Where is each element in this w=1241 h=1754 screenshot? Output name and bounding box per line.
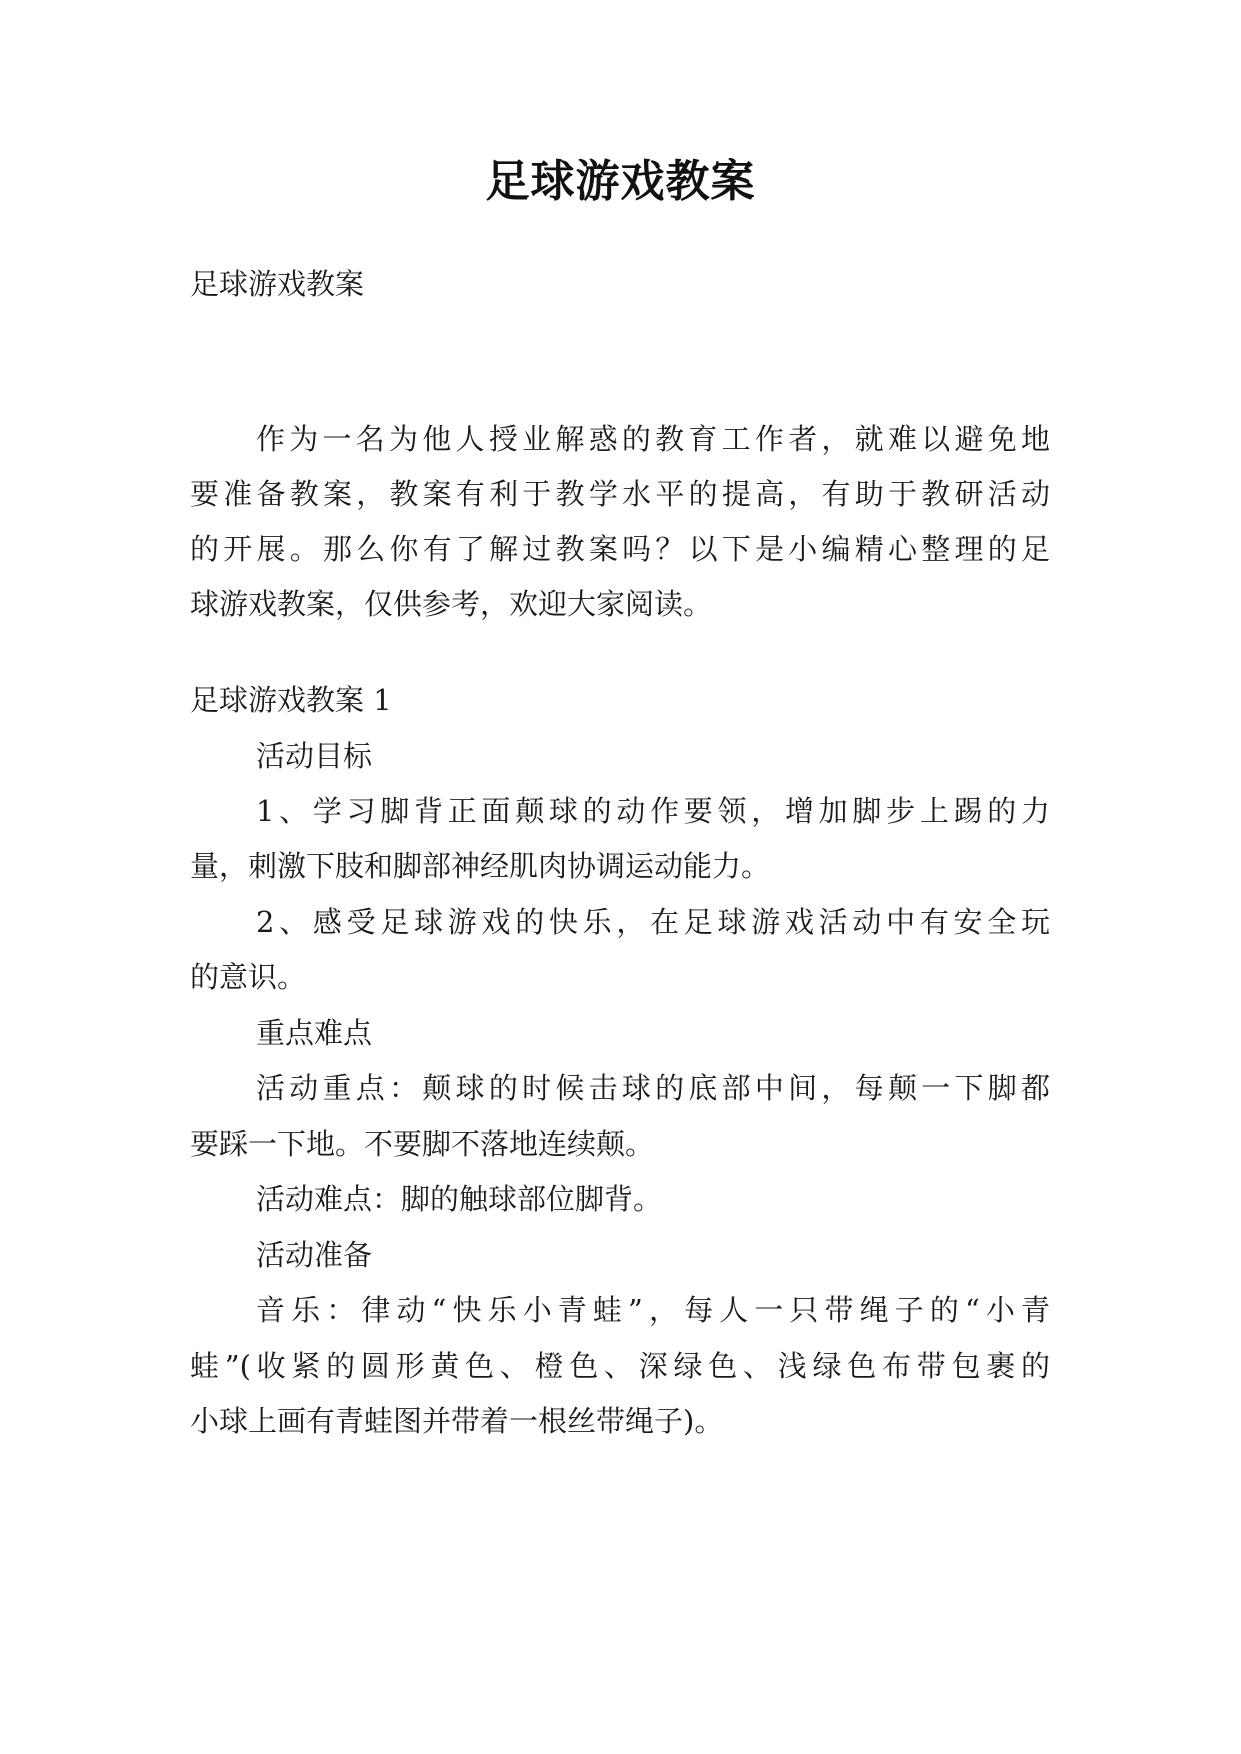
intro-line: 作为一名为他人授业解惑的教育工作者，就难以避免地 [256, 422, 1050, 456]
goal-2-line: 的意识。 [190, 960, 307, 994]
section-heading: 足球游戏教案 1 [190, 683, 392, 717]
intro-line: 球游戏教案，仅供参考，欢迎大家阅读。 [190, 587, 713, 621]
key-heading: 重点难点 [256, 1016, 373, 1050]
document-subtitle: 足球游戏教案 [190, 267, 365, 301]
key-point-line: 要踩一下地。不要脚不落地连续颠。 [190, 1127, 655, 1161]
music-line: 蛙”(收紧的圆形黄色、橙色、深绿色、浅绿色布带包裹的 [190, 1349, 1050, 1383]
music-line: 小球上画有青蛙图并带着一根丝带绳子)。 [190, 1404, 724, 1438]
intro-line: 要准备教案，教案有利于教学水平的提高，有助于教研活动 [190, 477, 1050, 511]
goal-heading: 活动目标 [256, 739, 373, 773]
goal-1-line: 量，刺激下肢和脚部神经肌肉协调运动能力。 [190, 849, 771, 883]
intro-line: 的开展。那么你有了解过教案吗？以下是小编精心整理的足 [190, 532, 1050, 566]
prep-heading: 活动准备 [256, 1238, 373, 1272]
goal-1-line: 1、学习脚背正面颠球的动作要领，增加脚步上踢的力 [256, 794, 1050, 828]
music-line: 音乐：律动“快乐小青蛙”，每人一只带绳子的“小青 [256, 1293, 1050, 1327]
goal-2-line: 2、感受足球游戏的快乐，在足球游戏活动中有安全玩 [256, 905, 1050, 939]
key-point-line: 活动重点：颠球的时候击球的底部中间，每颠一下脚都 [256, 1071, 1050, 1105]
document-title: 足球游戏教案 [485, 156, 756, 207]
difficulty-line: 活动难点：脚的触球部位脚背。 [256, 1182, 663, 1216]
